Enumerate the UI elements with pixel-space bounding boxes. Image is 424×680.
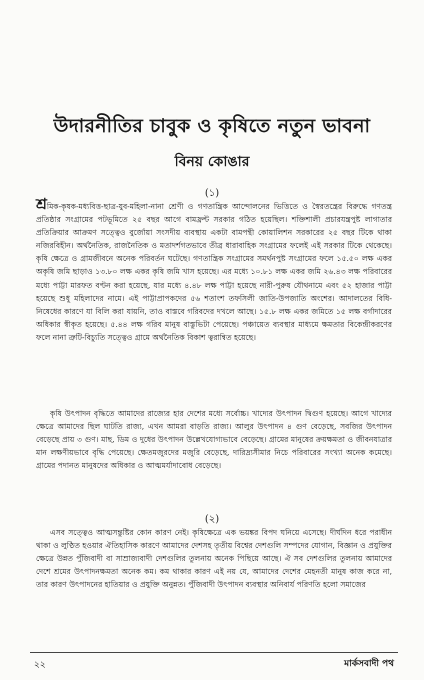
article-title: উদারনীতির চাবুক ও কৃষিতে নতুন ভাবনা: [53, 115, 371, 137]
paragraph-text: মিক-কৃষক-মধ্যবিত্ত-ছাত্র-যুব-মহিলা-নানা শ্রেণী ও গণতান্ত্রিক আন্দোলনের ভিত্তিতে ও স্বৈরতন্ত্রের বিরুদ্ধে গণতন্ত্র প্রতিষ্ঠার সংগ্রামের পটভূমিতে ২৫ বছর আগে বামফ্রন্ট সরকার গঠিত হয়েছিল। শক্তিশালী প্রচারযন্ত্রপুষ্ট লাগাতার প্রতিক্রিয়ার আক্রমণ সত্ত্বেও বুর্জোয়া সংসদীয় ব্যবস্থায় একটা বামপন্থী কোয়ালিশন সরকারের ২৫ বছর টিকে থাকা নজিরবিহীন। অর্থনৈতিক, রাজনৈতিক ও মতাদর্শগতভাবে তীব্র ধারাবাহিক সংগ্রামের ফলেই এই সরকার টিকে থেকেছে। কৃষি ক্ষেত্রে ও গ্রামজীবনে অনেক পরিবর্তন ঘটেছে। গণতান্ত্রিক সংগ্রামের সমর্থনপুষ্ট সংগ্রামের ফলে ১৫.৫০ লক্ষ একর অকৃষি জমি ছাড়াও ১৩.৮০ লক্ষ একর কৃষি জমি খাস হয়েছে। এর মধ্যে ১০.৮১ লক্ষ একর জমি ২৬.৪৩ লক্ষ পরিবারের মধ্যে পাট্টা মারফত বণ্টন করা হয়েছে, যার মধ্যে ৪.৪৮ লক্ষ পাট্টা হয়েছে নারী-পুরুষ যৌথনামে এবং ৫২ হাজার পাট্টা হয়েছে শুধু মহিলাদের নামে। এই পাট্টাপ্রাপকদের ৫৬ শতাংশ তফসিলী জাতি-উপজাতি অংশের। আদালতের বিধি-নিষেধের কারণে যা বিলি করা যায়নি, তাও বাস্তবে গরিবদের দখলে আছে। ১৫.৮ লক্ষ একর জমিতে ১৫ লক্ষ বর্গাদারের অধিকার স্বীকৃত হয়েছে। ৫.৪৪ লক্ষ গরিব মানুষ বাস্তুভিটা পেয়েছে। পঞ্চায়েত ব্যবস্থার মাধ্যমে ক্ষমতার বিকেন্দ্রীকরণের ফলে নানা ত্রুটি-বিচ্যুতি সত্ত্বেও গ্রামে অর্থনৈতিক বিকাশ ত্বরান্বিত হয়েছে।: [36, 202, 392, 342]
section-number-2: (২): [204, 514, 220, 525]
section-number-1: (১): [204, 188, 220, 199]
footer-divider: [30, 652, 398, 653]
paragraph-text: কৃষি উৎপাদন বৃদ্ধিতে আমাদের রাজ্যের হার দেশের মধ্যে সর্বোচ্চ। খাদ্যের উৎপাদন দ্বিগুণ হয়েছে। আগে খাদ্যের ক্ষেত্রে আমাদের ছিল ঘাটতি রাজ্য, এখন আমরা বাড়তি রাজ্য। আলুর উৎপাদন ৪ গুণ বেড়েছে, সবজির উৎপাদন বেড়েছে প্রায় ৩ গুণ। মাছ, ডিম ও দুধের উৎপাদন উল্লেখযোগ্যভাবে বেড়েছে। গ্রামের মানুষের ক্রয়ক্ষমতা ও জীবনযাত্রার মান লক্ষণীয়ভাবে বৃদ্ধি পেয়েছে। ক্ষেতমজুরদের মজুরি বেড়েছে, দারিদ্র্যসীমার নিচে পরিবারের সংখ্যা অনেক কমেছে। গ্রামের পদানত মানুষদের অধিকার ও আত্মমর্যাদাবোধ বেড়েছে।: [36, 409, 392, 471]
paragraph-text: এসব সত্ত্বেও আত্মসন্তুষ্টির কোন কারণ নেই। কৃষিক্ষেত্রে এক ভয়ঙ্কর বিপদ ঘনিয়ে এসেছে। দীর্ঘদিন ধরে পরাধীন থাকা ও লুণ্ঠিত হওয়ার ঐতিহাসিক কারণে আমাদের দেশসহ তৃতীয় বিশ্বের দেশগুলি সম্পদের যোগান, বিজ্ঞান ও প্রযুক্তির ক্ষেত্রে উন্নত পুঁজিবাদী বা সাম্রাজ্যবাদী দেশগুলির তুলনায় অনেক পিছিয়ে আছে। ঐ সব দেশগুলির তুলনায় আমাদের দেশে শ্রমের উৎপাদনক্ষমতা অনেক কম। কম থাকার কারণ এই নয় যে, আমাদের দেশের মেহনতী মানুষ কাজ করে না, তার কারণ উৎপাদনের হাতিয়ার ও প্রযুক্তি অনুন্নত। পুঁজিবাদী উৎপাদন ব্যবস্থার অনিবার্য পরিণতি হলো সমাজের: [36, 528, 392, 590]
journal-name: মার্কসবাদী পথ: [344, 659, 394, 669]
body-paragraph: [36, 526, 392, 591]
body-paragraph: [36, 407, 392, 472]
body-paragraph: [36, 195, 392, 344]
drop-cap: শ্র: [36, 195, 47, 213]
article-author: বিনয় কোঙার: [174, 154, 250, 170]
page-number: ২২: [34, 660, 46, 670]
